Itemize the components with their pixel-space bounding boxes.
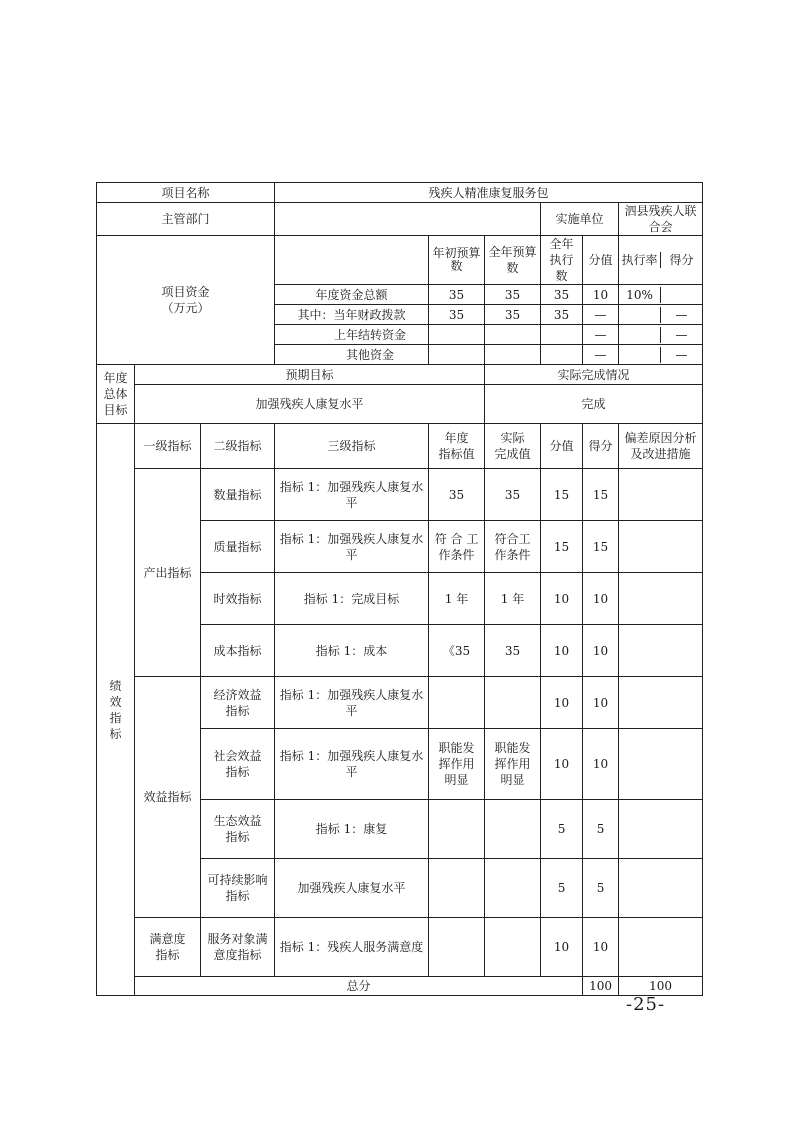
- project-name-value: 残疾人精准康复服务包: [275, 183, 703, 203]
- funds-score: —: [675, 347, 688, 362]
- level3-cell: 指标 1：完成目标: [275, 573, 429, 625]
- level3-cell: 指标 1：残疾人服务满意度: [275, 918, 429, 977]
- value-cell: 15: [541, 521, 583, 573]
- analysis-cell: [619, 469, 703, 521]
- funds-score: —: [675, 327, 688, 342]
- funds-score: —: [675, 307, 688, 322]
- value-cell: 10: [541, 625, 583, 677]
- total-label: 总分: [135, 977, 583, 996]
- funds-score: [661, 287, 702, 303]
- funds-header-initial: 年初预算数: [429, 236, 485, 285]
- funds-initial: [429, 345, 485, 365]
- total-row: [97, 977, 703, 996]
- level3-cell: 指标 1：康复: [275, 800, 429, 859]
- funds-rate-score: [619, 345, 703, 365]
- funds-rate: [619, 347, 661, 363]
- funds-header-annual: 全年预算数: [485, 236, 541, 285]
- value-cell: 5: [541, 800, 583, 859]
- analysis-cell: [619, 800, 703, 859]
- value-cell: 5: [541, 859, 583, 918]
- actual-cell: 符合工 作条件: [485, 521, 541, 573]
- header-score: 得分: [583, 424, 619, 469]
- funds-header-rate-score: [619, 236, 703, 285]
- funds-rate: [619, 327, 661, 343]
- actual-cell: 35: [485, 469, 541, 521]
- department-row: [97, 203, 703, 236]
- total-value: 100: [583, 977, 619, 996]
- value-cell: 15: [541, 469, 583, 521]
- funds-initial: [429, 325, 485, 345]
- score-cell: 10: [583, 573, 619, 625]
- indicator-row: [97, 469, 703, 521]
- expected-goal-header: 预期目标: [135, 365, 485, 385]
- analysis-cell: [619, 625, 703, 677]
- department-label: 主管部门: [97, 203, 275, 236]
- goal-row: [97, 385, 703, 424]
- header-level1: 一级指标: [135, 424, 201, 469]
- funds-executed: 35: [541, 285, 583, 305]
- level2-cell: 数量指标: [201, 469, 275, 521]
- overall-goal-label: 年度 总体 目标: [97, 365, 135, 424]
- level2-cell: 成本指标: [201, 625, 275, 677]
- score-cell: 5: [583, 859, 619, 918]
- funds-score-value: —: [583, 325, 619, 345]
- project-name-row: [97, 183, 703, 203]
- project-name-label: 项目名称: [97, 183, 275, 203]
- impl-unit-value: 泗县残疾人联合会: [619, 203, 703, 236]
- header-value: 分值: [541, 424, 583, 469]
- goal-header-row: [97, 365, 703, 385]
- actual-cell: 1 年: [485, 573, 541, 625]
- funds-header-rate: 执行率: [619, 252, 661, 268]
- output-indicator-label: 产出指标: [135, 469, 201, 677]
- target-cell: 1 年: [429, 573, 485, 625]
- score-cell: 15: [583, 521, 619, 573]
- target-cell: [429, 677, 485, 729]
- header-level2: 二级指标: [201, 424, 275, 469]
- target-cell: 《35: [429, 625, 485, 677]
- funds-annual: 35: [485, 305, 541, 325]
- funds-rate: 10%: [619, 287, 661, 303]
- funds-executed: [541, 325, 583, 345]
- funds-header-score: 得分: [669, 253, 694, 267]
- level2-cell: 可持续影响 指标: [201, 859, 275, 918]
- funds-executed: [541, 345, 583, 365]
- level2-cell: 生态效益 指标: [201, 800, 275, 859]
- analysis-cell: [619, 677, 703, 729]
- value-cell: 10: [541, 677, 583, 729]
- funds-initial: 35: [429, 305, 485, 325]
- actual-cell: [485, 800, 541, 859]
- funds-score-value: —: [583, 345, 619, 365]
- value-cell: 10: [541, 729, 583, 800]
- performance-indicators-label: 绩 效 指 标: [97, 424, 135, 996]
- header-level3: 三级指标: [275, 424, 429, 469]
- benefit-indicator-label: 效益指标: [135, 677, 201, 918]
- level3-cell: 指标 1：加强残疾人康复水平: [275, 469, 429, 521]
- page-number: -25-: [626, 994, 666, 1015]
- target-cell: [429, 859, 485, 918]
- indicator-row: [97, 918, 703, 977]
- analysis-cell: [619, 521, 703, 573]
- score-cell: 10: [583, 918, 619, 977]
- funds-rate-score: [619, 285, 703, 305]
- score-cell: 10: [583, 625, 619, 677]
- expected-goal: 加强残疾人康复水平: [135, 385, 485, 424]
- satisfaction-indicator-label: 满意度 指标: [135, 918, 201, 977]
- level2-cell: 质量指标: [201, 521, 275, 573]
- funds-rate-score: [619, 325, 703, 345]
- funds-label: 项目资金 （万元）: [97, 236, 275, 365]
- funds-score-value: 10: [583, 285, 619, 305]
- funds-header-blank: [275, 236, 429, 285]
- funds-header-score-value: 分值: [583, 236, 619, 285]
- level3-cell: 指标 1：加强残疾人康复水平: [275, 729, 429, 800]
- funds-executed: 35: [541, 305, 583, 325]
- analysis-cell: [619, 573, 703, 625]
- funds-row-label: 上年结转资金: [275, 325, 429, 345]
- impl-unit-label: 实施单位: [541, 203, 619, 236]
- level2-cell: 服务对象满 意度指标: [201, 918, 275, 977]
- actual-cell: [485, 918, 541, 977]
- target-cell: 符 合 工 作条件: [429, 521, 485, 573]
- funds-initial: 35: [429, 285, 485, 305]
- indicator-header-row: [97, 424, 703, 469]
- level3-cell: 指标 1：加强残疾人康复水平: [275, 521, 429, 573]
- target-cell: [429, 918, 485, 977]
- performance-table: [96, 182, 703, 996]
- target-cell: 职能发 挥作用 明显: [429, 729, 485, 800]
- total-score: 100: [619, 977, 703, 996]
- target-cell: [429, 800, 485, 859]
- funds-header-row: [97, 236, 703, 285]
- funds-annual: [485, 325, 541, 345]
- indicator-row: [97, 677, 703, 729]
- actual-cell: 职能发 挥作用 明显: [485, 729, 541, 800]
- header-actual: 实际 完成值: [485, 424, 541, 469]
- level2-cell: 经济效益 指标: [201, 677, 275, 729]
- department-value: [275, 203, 541, 236]
- level2-cell: 时效指标: [201, 573, 275, 625]
- score-cell: 10: [583, 677, 619, 729]
- funds-annual: [485, 345, 541, 365]
- analysis-cell: [619, 918, 703, 977]
- analysis-cell: [619, 729, 703, 800]
- actual-cell: [485, 677, 541, 729]
- funds-annual: 35: [485, 285, 541, 305]
- value-cell: 10: [541, 573, 583, 625]
- level3-cell: 指标 1：加强残疾人康复水平: [275, 677, 429, 729]
- actual-cell: [485, 859, 541, 918]
- funds-header-executed: 全年执行数: [541, 236, 583, 285]
- funds-row-label: 其他资金: [275, 345, 429, 365]
- score-cell: 5: [583, 800, 619, 859]
- funds-rate: [619, 307, 661, 323]
- score-cell: 15: [583, 469, 619, 521]
- score-cell: 10: [583, 729, 619, 800]
- funds-rate-score: [619, 305, 703, 325]
- target-cell: 35: [429, 469, 485, 521]
- level3-cell: 加强残疾人康复水平: [275, 859, 429, 918]
- funds-row-label: 其中：当年财政拨款: [275, 305, 429, 325]
- level2-cell: 社会效益 指标: [201, 729, 275, 800]
- funds-score-value: —: [583, 305, 619, 325]
- header-analysis: 偏差原因分析 及改进措施: [619, 424, 703, 469]
- funds-row-label: 年度资金总额: [275, 285, 429, 305]
- value-cell: 10: [541, 918, 583, 977]
- actual-goal: 完成: [485, 385, 703, 424]
- level3-cell: 指标 1：成本: [275, 625, 429, 677]
- actual-cell: 35: [485, 625, 541, 677]
- actual-goal-header: 实际完成情况: [485, 365, 703, 385]
- analysis-cell: [619, 859, 703, 918]
- header-target: 年度 指标值: [429, 424, 485, 469]
